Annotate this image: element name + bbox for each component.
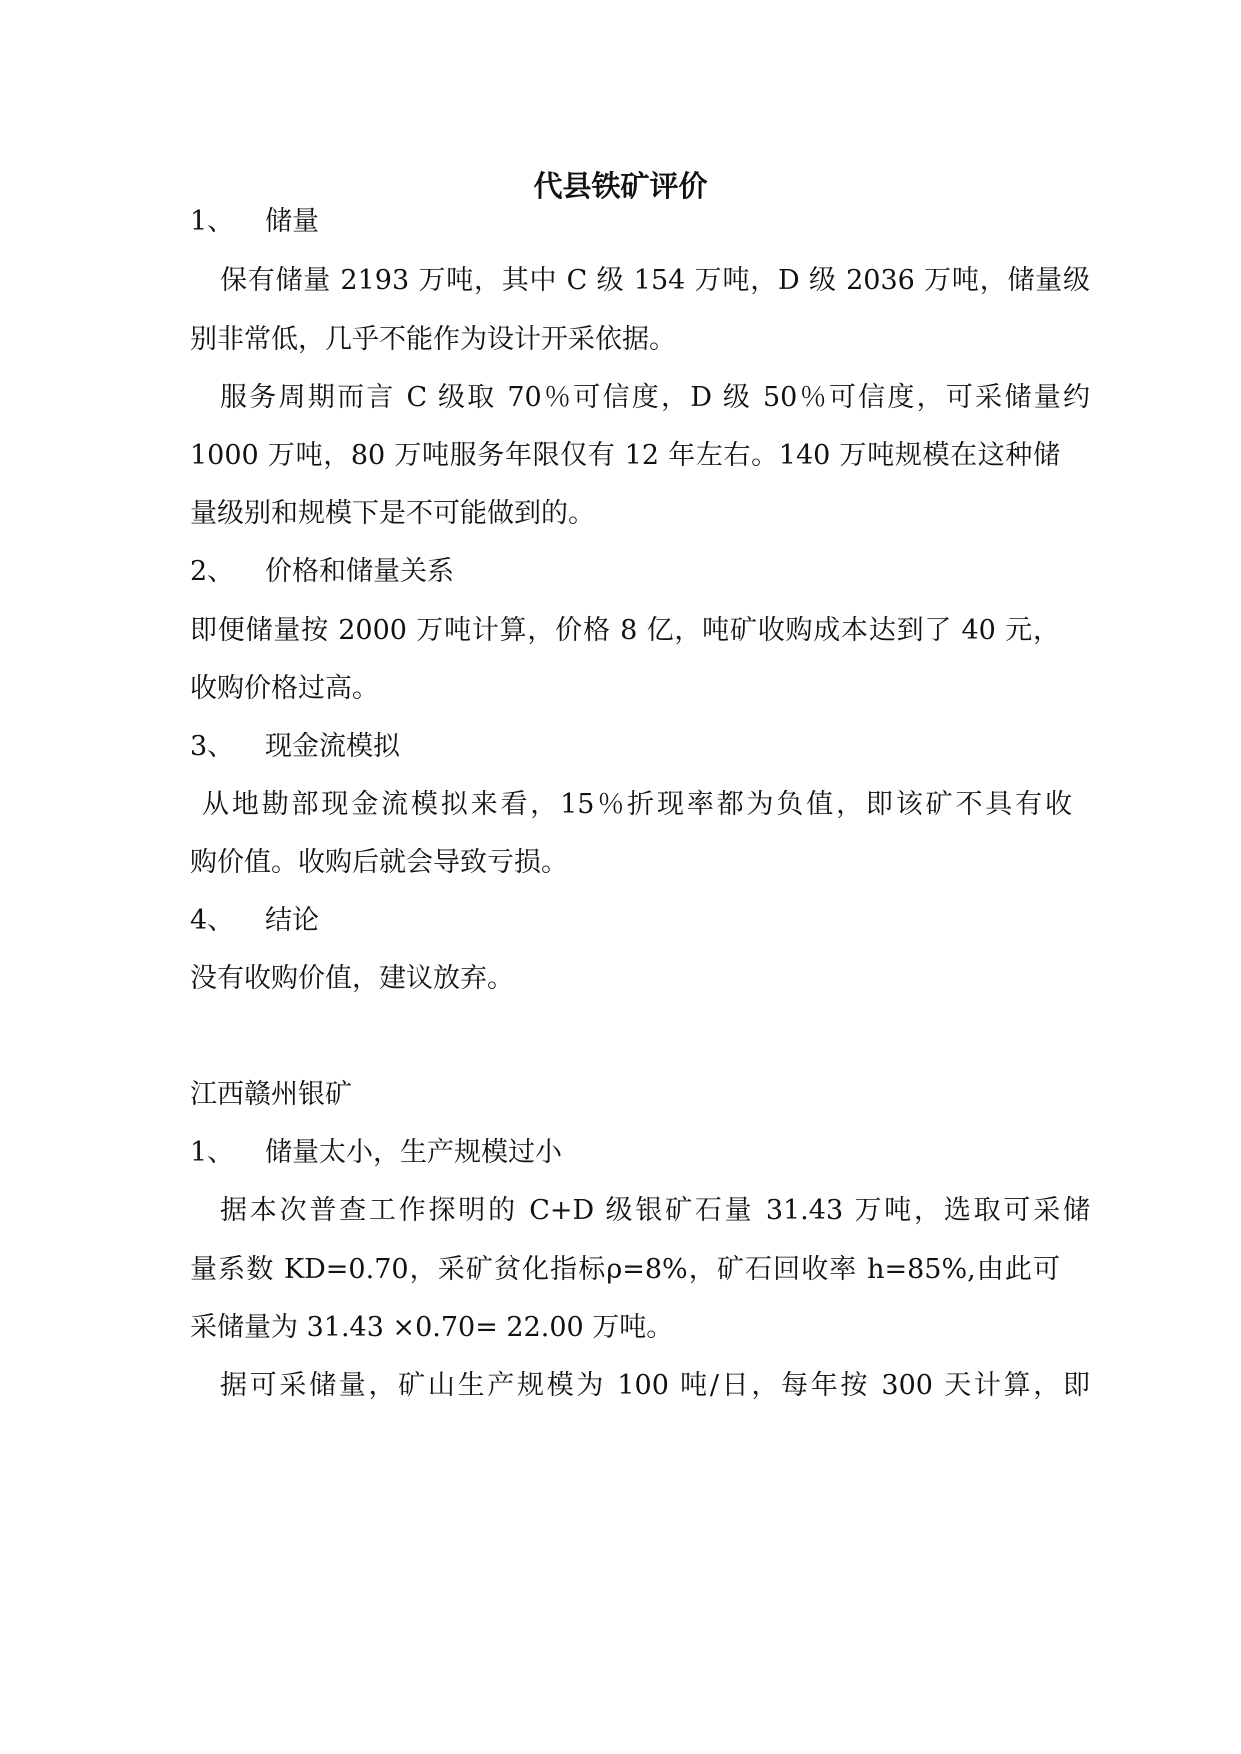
section-heading-text: 储量太小，生产规模过小: [265, 1137, 562, 1168]
section-heading-1: [190, 204, 1060, 240]
paragraph-line: 即便储量按 2000 万吨计算，价格 8 亿，吨矿收购成本达到了 40 元，: [190, 615, 1060, 646]
paragraph-line: 从地勘部现金流模拟来看，15％折现率都为负值，即该矿不具有收: [202, 789, 1072, 820]
subsection-title: 江西赣州银矿: [190, 1079, 352, 1110]
paragraph-line: 采储量为 31.43 ×0.70= 22.00 万吨。: [190, 1312, 674, 1343]
section-number: 3、: [190, 731, 235, 762]
section-heading-5: [190, 1135, 1060, 1171]
paragraph-line: 量系数 KD=0.70，采矿贫化指标ρ=8%，矿石回收率 h=85%,由此可: [190, 1254, 1060, 1285]
section-number: 2、: [190, 556, 235, 587]
paragraph-line: 据可采储量，矿山生产规模为 100 吨/日，每年按 300 天计算，即: [220, 1370, 1090, 1401]
paragraph-line: 别非常低，几乎不能作为设计开采依据。: [190, 324, 676, 355]
section-number: 1、: [190, 206, 235, 237]
paragraph-line: 量级别和规模下是不可能做到的。: [190, 498, 595, 529]
section-heading-4: [190, 903, 1060, 939]
paragraph-line: 服务周期而言 C 级取 70％可信度，D 级 50％可信度，可采储量约: [220, 382, 1090, 413]
paragraph-line: 据本次普查工作探明的 C+D 级银矿石量 31.43 万吨，选取可采储: [220, 1195, 1090, 1226]
section-heading-text: 结论: [265, 905, 319, 936]
paragraph-line: 收购价格过高。: [190, 673, 379, 704]
doc-title: 代县铁矿评价: [533, 169, 708, 203]
section-heading-3: [190, 729, 1060, 765]
paragraph-line: 购价值。收购后就会导致亏损。: [190, 847, 568, 878]
paragraph-line: 没有收购价值，建议放弃。: [190, 963, 514, 994]
section-number: 1、: [190, 1137, 235, 1168]
paragraph-line: 保有储量 2193 万吨，其中 C 级 154 万吨，D 级 2036 万吨，储量级: [220, 265, 1090, 296]
section-heading-text: 储量: [265, 206, 319, 237]
section-heading-2: [190, 554, 1060, 590]
section-heading-text: 价格和储量关系: [265, 556, 454, 587]
section-number: 4、: [190, 905, 235, 936]
paragraph-line: 1000 万吨，80 万吨服务年限仅有 12 年左右。140 万吨规模在这种储: [190, 440, 1060, 471]
section-heading-text: 现金流模拟: [265, 731, 400, 762]
